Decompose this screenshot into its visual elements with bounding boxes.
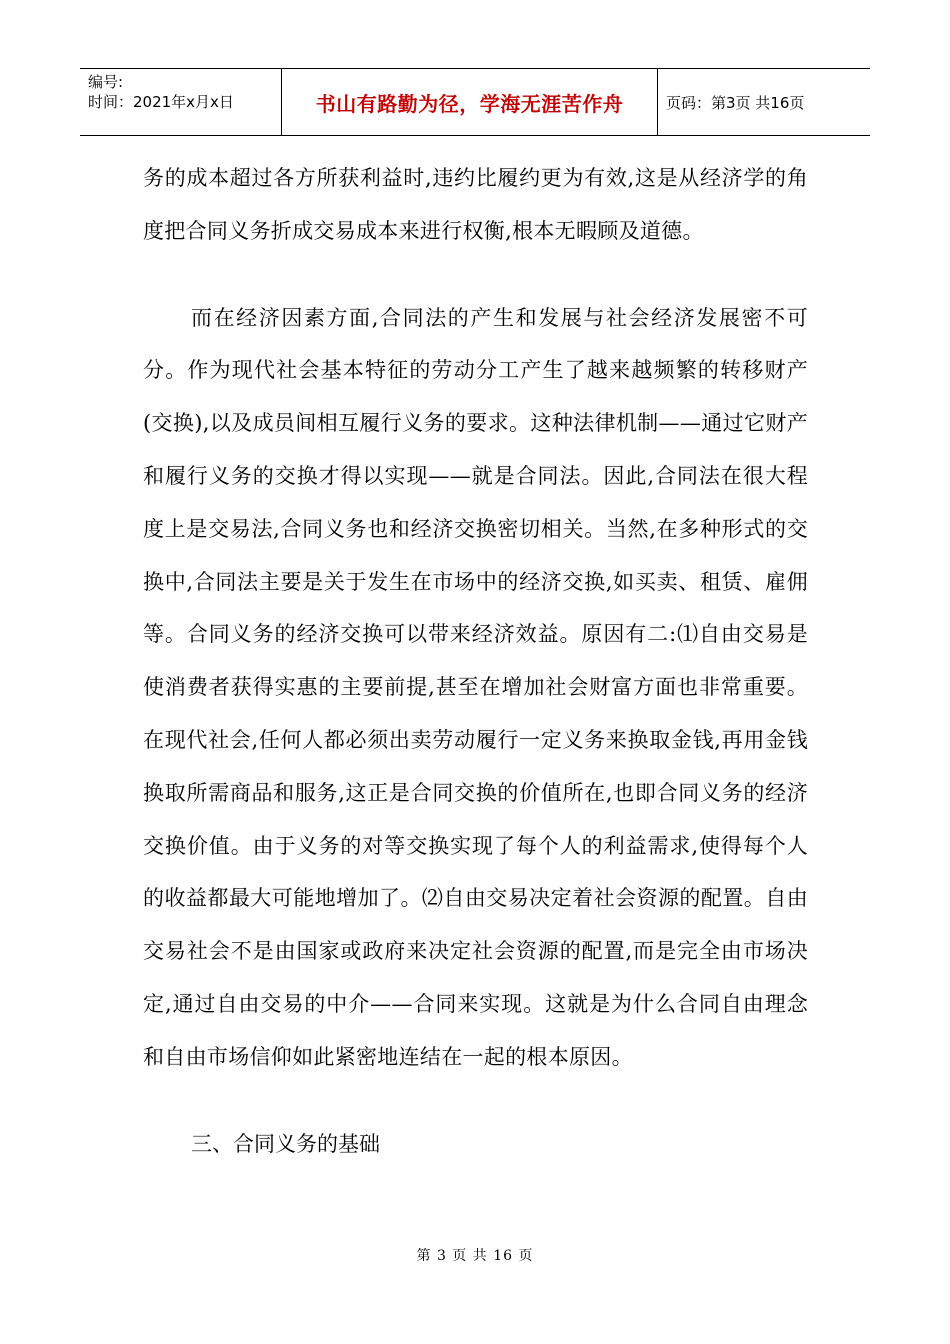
page-footer: 第 3 页 共 16 页 [416, 1248, 534, 1264]
header-page-info: 页码：第3页 共16页 [666, 93, 805, 112]
paragraph-economic-factors: 而在经济因素方面,合同法的产生和发展与社会经济发展密不可分。作为现代社会基本特征的劳动分工产生了越来越频繁的转移财产(交换),以及成员间相互履行义务的要求。这种法律机制——通过它财产和履行义务的交换才得以实现——就是合同法。因此,合同法在很大程度上是交易法,合同义务也和经济交换密切相关。当然,在多种形式的交换中,合同法主要是关于发生在市场中的经济交换,如买卖、租赁、雇佣等。合同义务的经济交换可以带来经济效益。原因有二:⑴自由交易是使消费者获得实惠的主要前提,甚至在增加社会财富方面也非常重要。在现代社会,任何人都必须出卖劳动履行一定义务来换取金钱,再用金钱换取所需商品和服务,这正是合同交换的价值所在,也即合同义务的经济交换价值。由于义务的对等交换实现了每个人的利益需求,使得每个人的收益都最大可能地增加了。⑵自由交易决定着社会资源的配置。自由交易社会不是由国家或政府来决定社会资源的配置,而是完全由市场决定,通过自由交易的中介——合同来实现。这就是为什么合同自由理念和自由市场信仰如此紧密地连结在一起的根本原因。 [143, 305, 808, 1069]
paragraph-spacer [143, 1084, 808, 1118]
paragraph-spacer [143, 258, 808, 292]
paragraph-continuation: 务的成本超过各方所获利益时,违约比履约更为有效,这是从经济学的角度把合同义务折成交易成本来进行权衡,根本无暇顾及道德。 [143, 166, 808, 243]
page-header [80, 68, 870, 136]
header-motto-cell [282, 69, 658, 135]
header-page-cell [658, 69, 870, 135]
header-motto: 书山有路勤为径，学海无涯苦作舟 [315, 91, 624, 116]
section-heading: 三、合同义务的基础 [191, 1131, 380, 1156]
header-meta [80, 69, 282, 135]
document-number-label: 编号: [88, 73, 124, 91]
document-date: 时间：2021年x月x日 [88, 93, 234, 111]
document-body [143, 152, 808, 1170]
